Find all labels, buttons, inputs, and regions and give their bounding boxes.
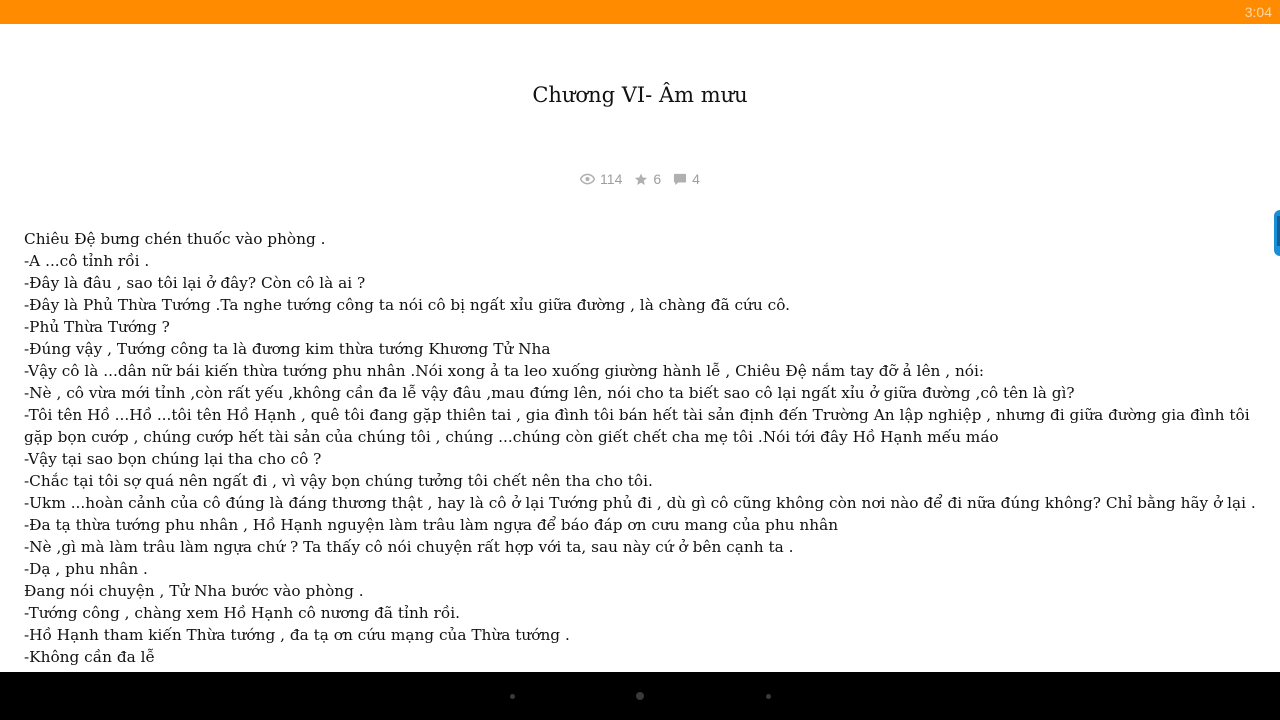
paragraph: -Chắc tại tôi sợ quá nên ngất đi , vì vậy bọn chúng tưởng tôi chết nên tha cho tôi. (24, 472, 653, 490)
back-button[interactable] (510, 694, 515, 699)
chapter-reader[interactable] (0, 24, 1280, 672)
paragraph: -Đây là Phủ Thừa Tướng .Ta nghe tướng công ta nói cô bị ngất xỉu giữa đường , là chàng đã cứu cô. (24, 296, 790, 314)
paragraph: -Nè , cô vừa mới tỉnh ,còn rất yếu ,không cần đa lễ vậy đâu ,mau đứng lên, nói cho ta biết sao cô lại ngất xỉu ở giữa đường ,cô tên là gì? (24, 384, 1075, 402)
paragraph: -Dạ , phu nhân . (24, 560, 148, 578)
paragraph: -Đây là đâu , sao tôi lại ở đây? Còn cô là ai ? (24, 274, 366, 292)
paragraph: -Đa tạ thừa tướng phu nhân , Hồ Hạnh nguyện làm trâu làm ngựa để báo đáp ơn cưu mang của phu nhân (24, 516, 839, 534)
views-count: 114 (600, 171, 623, 187)
paragraph: Chiêu Đệ bưng chén thuốc vào phòng . (24, 230, 326, 248)
comments-stat (673, 170, 700, 188)
paragraph: Đang nói chuyện , Tử Nha bước vào phòng . (24, 582, 364, 600)
paragraph: -Ukm ...hoàn cảnh của cô đúng là đáng thương thật , hay là cô ở lại Tướng phủ đi , dù gì cô cũng không còn nơi nào để đi nữa đúng không? Chỉ bằng hãy ở lại . (24, 494, 1256, 512)
home-button[interactable] (636, 692, 644, 700)
views-stat (580, 170, 622, 188)
paragraph: -Tướng công , chàng xem Hồ Hạnh cô nương đã tỉnh rồi. (24, 604, 460, 622)
comments-count: 4 (692, 171, 700, 187)
paragraph: -Đúng vậy , Tướng công ta là đương kim thừa tướng Khương Tử Nha (24, 340, 551, 358)
paragraph: -Vậy cô là ...dân nữ bái kiến thừa tướng phu nhân .Nói xong ả ta leo xuống giường hành lễ , Chiêu Đệ nắm tay đỡ ả lên , nói: (24, 362, 985, 380)
paragraph: -Tôi tên Hồ ...Hồ ...tôi tên Hồ Hạnh , quê tôi đang gặp thiên tai , gia đình tôi bán hết tài sản định đến Trường An lập nghiệp , nhưng đi giữa đường gia đình tôi gặp bọn cướp , chúng cướp hết tài sản của chúng tôi , chúng ...chúng còn giết chết cha mẹ tôi .Nói tới đây Hồ Hạnh mếu máo (24, 406, 1250, 446)
paragraph: -Phủ Thừa Tướng ? (24, 318, 170, 336)
chapter-stats (0, 170, 1280, 188)
star-icon (634, 173, 648, 186)
paragraph: -Nè ,gì mà làm trâu làm ngựa chứ ? Ta thấy cô nói chuyện rất hợp với ta, sau này cứ ở bên cạnh ta . (24, 538, 794, 556)
paragraph: -Vậy tại sao bọn chúng lại tha cho cô ? (24, 450, 322, 468)
status-time: 3:04 (1244, 4, 1272, 20)
chapter-text (24, 228, 1260, 668)
eye-icon (580, 173, 595, 185)
recents-button[interactable] (766, 694, 771, 699)
chapter-title: Chương VI- Âm mưu (532, 83, 748, 107)
status-bar (0, 0, 1280, 24)
paragraph: -Không cần đa lễ (24, 648, 155, 666)
comment-icon (673, 173, 687, 186)
navigation-bar (0, 672, 1280, 720)
paragraph: -A ...cô tỉnh rồi . (24, 252, 150, 270)
votes-count: 6 (653, 171, 662, 187)
votes-stat (634, 170, 661, 188)
paragraph: -Hồ Hạnh tham kiến Thừa tướng , đa tạ ơn cứu mạng của Thừa tướng . (24, 626, 570, 644)
